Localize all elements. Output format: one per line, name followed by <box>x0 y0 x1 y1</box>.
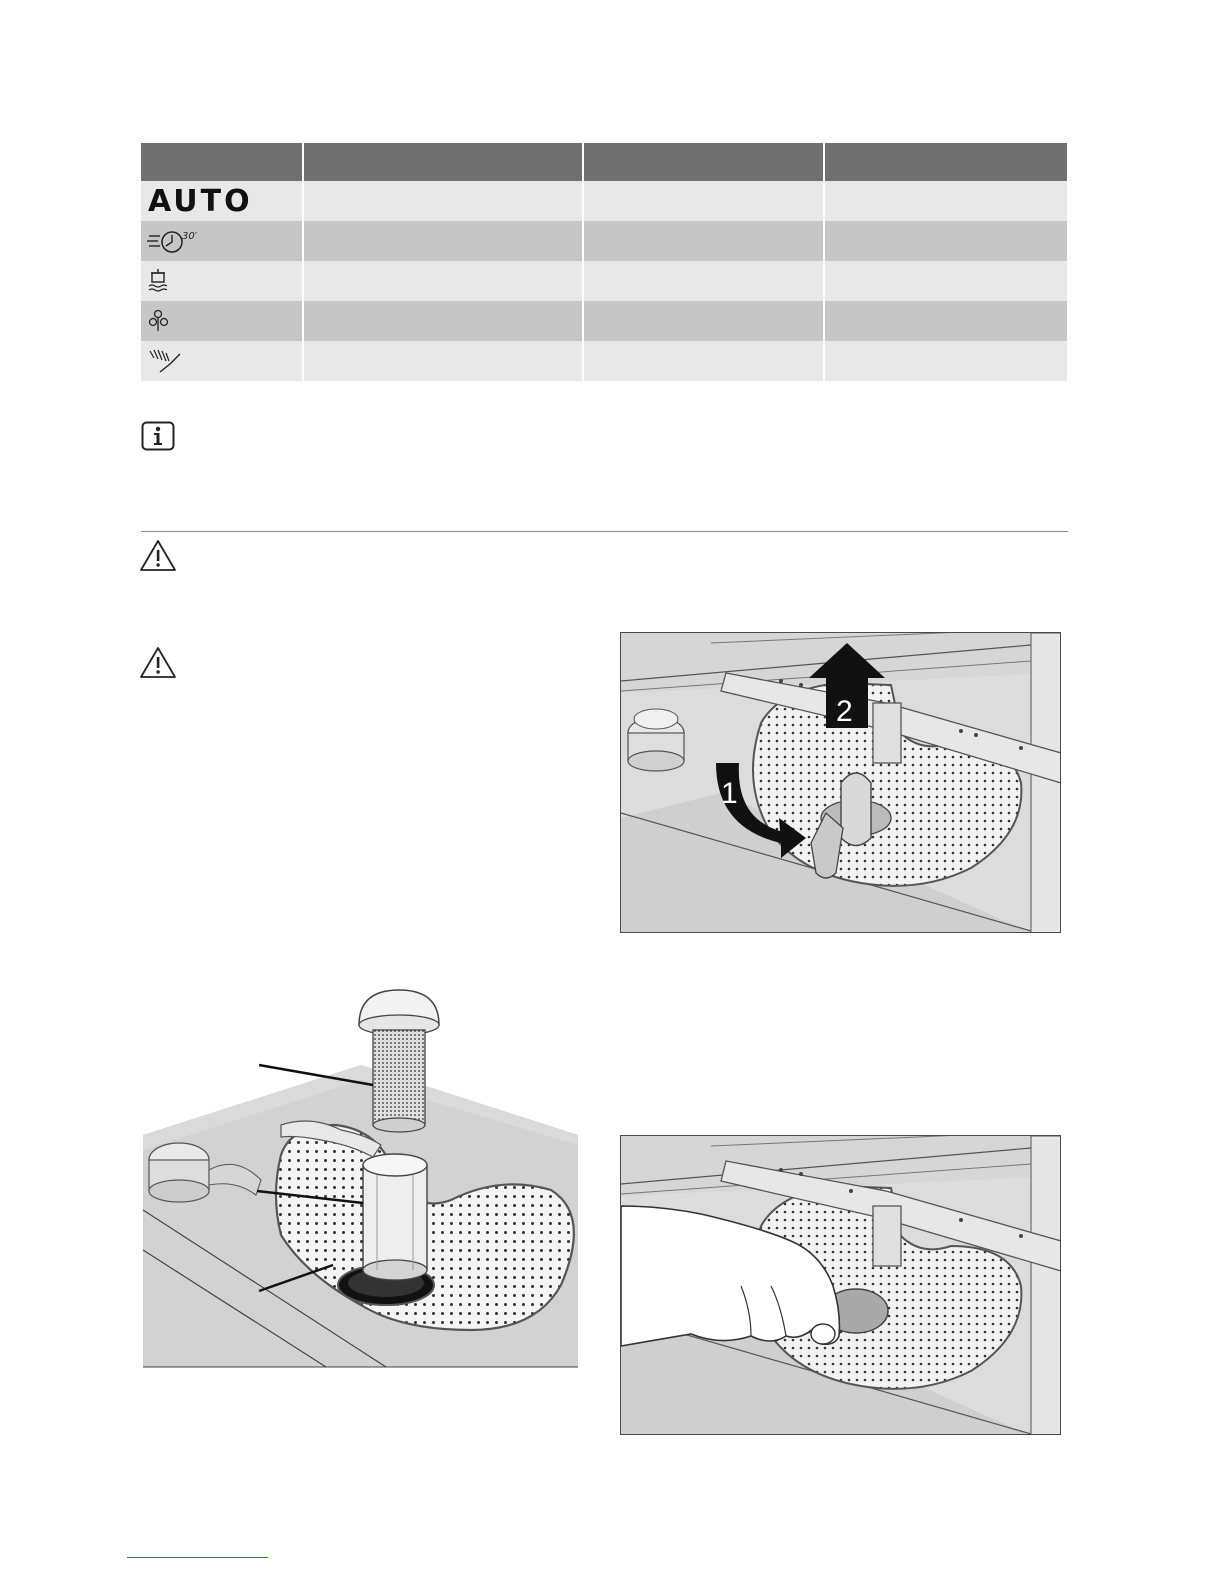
table-row <box>141 221 1067 261</box>
info-icon <box>141 421 175 451</box>
eco-dish-programme-icon <box>146 266 176 296</box>
filter-removal-figure <box>620 632 1061 933</box>
table-header-cell <box>584 143 822 181</box>
auto-programme-label: AUTO <box>148 183 253 219</box>
filter-parts-illustration <box>141 985 579 1370</box>
table-header-cell <box>825 143 1067 181</box>
programme-symbol-cell <box>141 301 302 341</box>
table-cell <box>584 301 822 341</box>
quick-30-programme-icon <box>146 226 206 256</box>
table-header-cell <box>141 143 302 181</box>
programme-symbol-cell <box>141 341 302 381</box>
table-header-row <box>141 143 1067 181</box>
quick-30-label: 30′ <box>182 231 197 242</box>
table-cell <box>584 341 822 381</box>
table-cell <box>825 341 1067 381</box>
step-2-label: 2 <box>836 695 853 728</box>
footer-link-underline <box>127 1557 268 1558</box>
section-divider <box>141 531 1068 532</box>
table-cell <box>584 221 822 261</box>
table-cell <box>825 181 1067 221</box>
filter-removal-illustration <box>621 633 1061 933</box>
programme-table <box>141 143 1067 381</box>
step-1-label: 1 <box>721 777 738 810</box>
table-row <box>141 301 1067 341</box>
warning-triangle-icon <box>139 539 177 572</box>
filter-parts-figure <box>141 985 579 1370</box>
table-row <box>141 261 1067 301</box>
programme-symbol-cell <box>141 221 302 261</box>
sump-cleaning-figure <box>620 1135 1061 1435</box>
table-cell <box>304 341 582 381</box>
table-cell <box>825 261 1067 301</box>
sump-cleaning-illustration <box>621 1136 1061 1435</box>
table-cell <box>304 181 582 221</box>
table-cell <box>304 221 582 261</box>
warning-triangle-icon <box>139 646 177 679</box>
table-cell <box>304 301 582 341</box>
table-cell <box>584 261 822 301</box>
table-row <box>141 341 1067 381</box>
programme-symbol-cell <box>141 181 302 221</box>
programme-symbol-cell <box>141 261 302 301</box>
table-cell <box>825 221 1067 261</box>
table-row <box>141 181 1067 221</box>
table-cell <box>304 261 582 301</box>
table-cell <box>825 301 1067 341</box>
rinse-hold-programme-icon <box>146 346 186 376</box>
table-cell <box>584 181 822 221</box>
table-header-cell <box>304 143 582 181</box>
glass-programme-icon <box>146 306 176 336</box>
